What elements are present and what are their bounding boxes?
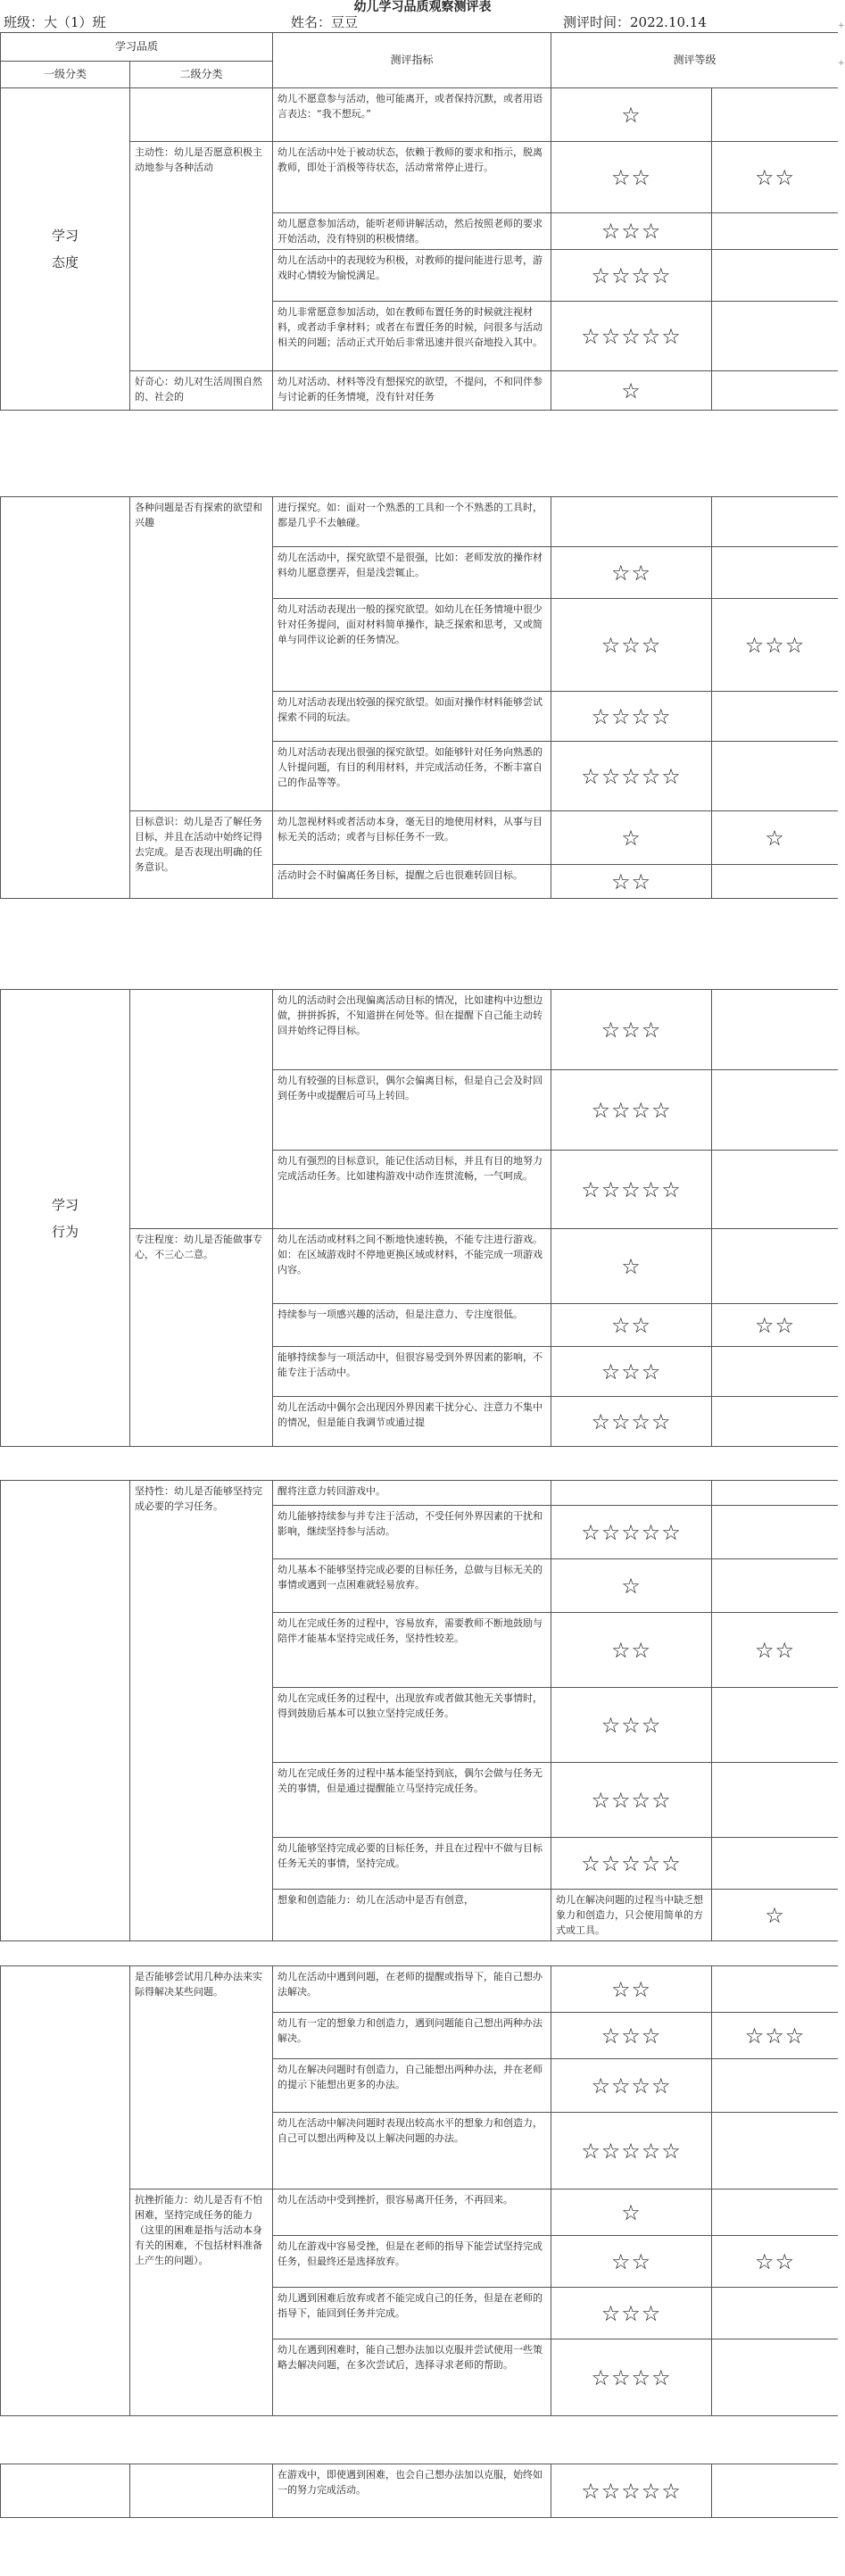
indicator-cell: 幼儿愿意参加活动，能听老师讲解活动，然后按照老师的要求开始活动，没有特别的积极情绪。 (273, 213, 551, 250)
selected-grade-cell: ☆☆☆ (712, 2013, 839, 2059)
indicator-cell: 幼儿对活动、材料等没有想探究的欲望，不提问，不和同伴参与讨论新的任务情境，没有针对任务 (273, 371, 551, 411)
page-block (0, 87, 838, 411)
star-rating-cell: ☆☆☆ (551, 1347, 712, 1397)
indicator-cell: 幼儿在活动中处于被动状态，依赖于教师的要求和指示，脱离教师，即处于消极等待状态，活动常常停止进行。 (273, 142, 551, 213)
star-rating-cell: ☆☆ (551, 1966, 712, 2013)
indicator-cell: 幼儿对活动表现出较强的探究欲望。如面对操作材料能够尝试探索不同的玩法。 (273, 692, 551, 742)
selected-grade-cell (712, 88, 839, 142)
level2-category-cell: 坚持性：幼儿是否能够坚持完成必要的学习任务。 (130, 1481, 273, 1941)
level1-category-cell (1, 1481, 130, 1941)
star-rating-cell: ☆☆☆☆ (551, 1070, 712, 1151)
indicator-cell: 幼儿在完成任务的过程中，出现放弃或者做其他无关事情时，得到鼓励后基本可以独立坚持完成任务。 (273, 1688, 551, 1763)
assessment-table (0, 1480, 838, 1941)
assessment-table (0, 1965, 838, 2416)
indicator-cell: 幼儿有强烈的目标意识，能记住活动目标，并且有目的地努力完成活动任务。比如建构游戏中动作连贯流畅，一气呵成。 (273, 1151, 551, 1229)
indicator-cell: 进行探究。如：面对一个熟悉的工具和一个不熟悉的工具时，都是几乎不去触碰。 (273, 497, 551, 547)
level2-category-cell: 好奇心：幼儿对生活周围自然的、社会的 (130, 371, 273, 411)
page-block (0, 2464, 838, 2518)
star-rating-cell: ☆☆ (551, 1304, 712, 1347)
indicator-cell: 幼儿在活动中遇到问题，在老师的提醒或指导下，能自己想办法解决。 (273, 1966, 551, 2013)
table-row (1, 1966, 839, 2013)
page-block (0, 1965, 838, 2416)
selected-grade-cell: ☆ (712, 811, 839, 865)
level2-category-cell: 各种问题是否有探索的欲望和兴趣 (130, 497, 273, 811)
selected-grade-cell (712, 1151, 839, 1229)
page-block (0, 1480, 838, 1941)
level2-category-cell: 想象和创造能力：幼儿在活动中是否有创意， (273, 1890, 551, 1941)
selected-grade-cell (712, 1966, 839, 2013)
indicator-cell: 幼儿有较强的目标意识，偶尔会偏离目标，但是自己会及时回到任务中或提醒后可马上转回。 (273, 1070, 551, 1151)
assessment-table (0, 496, 838, 899)
document-title: 幼儿学习品质观察测评表 (353, 0, 492, 14)
star-rating-cell: ☆☆☆☆☆ (551, 1506, 712, 1559)
star-rating-cell: ☆☆☆☆ (551, 2059, 712, 2113)
table-row (1, 497, 839, 547)
header-block (0, 32, 838, 88)
indicator-cell: 幼儿对活动表现出一般的探究欲望。如幼儿在任务情境中很少针对任务提问，面对材料简单操作，缺乏探索和思考，又或简单与同伴议论新的任务情况。 (273, 599, 551, 692)
level1-category-cell (1, 1966, 130, 2416)
star-rating-cell: ☆☆☆ (551, 990, 712, 1070)
indicator-cell: 幼儿对活动表现出很强的探究欲望。如能够针对任务向熟悉的人针提问题，有目的利用材料，并完成活动任务，不断丰富自己的作品等等。 (273, 742, 551, 811)
selected-grade-cell (712, 2464, 839, 2518)
selected-grade-cell (712, 547, 839, 599)
star-rating-cell: ☆☆ (551, 142, 712, 213)
level2-category-cell: 目标意识：幼儿是否了解任务目标，并且在活动中始终记得去完成。是否表现出明确的任务意识。 (130, 811, 273, 899)
page-block (0, 989, 838, 1447)
indicator-cell: 幼儿在完成任务的过程中，容易放弃，需要教师不断地鼓励与陪伴才能基本坚持完成任务，坚持性较差。 (273, 1613, 551, 1688)
margin-mark-1: + (838, 21, 845, 30)
indicator-cell: 幼儿遇到困难后放弃或者不能完成自己的任务，但是在老师的指导下，能回到任务并完成。 (273, 2288, 551, 2339)
star-rating-cell: ☆ (551, 371, 712, 411)
indicator-cell: 幼儿在遇到困难时，能自己想办法加以克服并尝试使用一些策略去解决问题，在多次尝试后，选择寻求老师的帮助。 (273, 2339, 551, 2416)
selected-grade-cell: ☆☆☆ (712, 599, 839, 692)
star-rating-cell: ☆☆ (551, 865, 712, 899)
selected-grade-cell: ☆☆ (712, 1613, 839, 1688)
indicator-cell: 幼儿在活动中，探究欲望不是很强，比如：老师发放的操作材料幼儿愿意摆弄，但是浅尝辄止。 (273, 547, 551, 599)
page-block (0, 496, 838, 899)
header-table (0, 32, 838, 88)
star-rating-cell: ☆☆☆ (551, 2288, 712, 2339)
star-rating-cell: ☆☆☆☆☆ (551, 742, 712, 811)
selected-grade-cell (712, 1763, 839, 1838)
margin-mark-2: + (838, 59, 845, 68)
indicator-cell: 幼儿在活动中偶尔会出现因外界因素干扰分心、注意力不集中的情况，但是能自我调节或通过提 (273, 1397, 551, 1447)
selected-grade-cell (712, 1070, 839, 1151)
star-rating-cell: ☆ (551, 2190, 712, 2236)
star-rating-cell: ☆☆☆☆ (551, 1397, 712, 1447)
header-grade-cell: 测评等级 (551, 33, 838, 88)
selected-grade-cell (712, 497, 839, 547)
level2-category-cell (130, 88, 273, 142)
selected-grade-cell (712, 1506, 839, 1559)
selected-grade-cell (712, 2339, 839, 2416)
indicator-cell: 幼儿基本不能够坚持完成必要的目标任务，总做与目标无关的事情或遇到一点困难就轻易放弃。 (273, 1559, 551, 1613)
indicator-cell: 幼儿在完成任务的过程中基本能坚持到底，偶尔会做与任务无关的事情，但是通过提醒能立马坚持完成任务。 (273, 1763, 551, 1838)
indicator-cell: 在游戏中，即使遇到困难，也会自己想办法加以克服，始终如一的努力完成活动。 (273, 2464, 551, 2518)
indicator-cell: 幼儿忽视材料或者活动本身，毫无目的地使用材料，从事与目标无关的活动；或者与目标任务不一致。 (273, 811, 551, 865)
star-rating-cell: ☆ (551, 811, 712, 865)
star-rating-cell (551, 497, 712, 547)
selected-grade-cell (712, 1688, 839, 1763)
star-rating-cell: ☆☆☆☆☆ (551, 1151, 712, 1229)
star-rating-cell: ☆☆ (551, 2236, 712, 2288)
selected-grade-cell (712, 1347, 839, 1397)
class-label: 班级：大（1）班 (4, 14, 106, 30)
level1-category-cell: 学习态度 (1, 88, 130, 411)
selected-grade-cell (712, 1481, 839, 1506)
star-rating-cell: ☆☆☆☆ (551, 1763, 712, 1838)
star-rating-cell (551, 1481, 712, 1506)
star-rating-cell: ☆ (551, 1559, 712, 1613)
level2-category-cell (130, 2464, 273, 2518)
indicator-cell: 能够持续参与一项活动中，但很容易受到外界因素的影响，不能专注于活动中。 (273, 1347, 551, 1397)
selected-grade-cell (712, 742, 839, 811)
star-rating-cell: ☆☆☆☆ (551, 2339, 712, 2416)
indicator-cell: 幼儿在解决问题时有创造力，自己能想出两种办法，并在老师的提示下能想出更多的办法。 (273, 2059, 551, 2113)
selected-grade-cell (712, 1838, 839, 1890)
selected-grade-cell: ☆☆ (712, 2236, 839, 2288)
table-row (1, 2464, 839, 2518)
selected-grade-cell (712, 2059, 839, 2113)
selected-grade-cell (712, 990, 839, 1070)
child-name-label: 姓名：豆豆 (291, 14, 359, 30)
header-level1-cell: 一级分类 (1, 62, 130, 88)
header-indicator-cell: 测评指标 (273, 33, 551, 88)
table-row (1, 1481, 839, 1506)
level2-category-cell: 是否能够尝试用几种办法来实际得解决某些问题。 (130, 1966, 273, 2190)
indicator-cell: 幼儿在活动中受到挫折，很容易离开任务，不再回来。 (273, 2190, 551, 2236)
selected-grade-cell (712, 1397, 839, 1447)
level1-category-cell (1, 2464, 130, 2518)
selected-grade-cell: ☆☆ (712, 142, 839, 213)
indicator-cell: 幼儿在活动中的表现较为积极，对教师的提问能进行思考，游戏时心情较为愉悦满足。 (273, 250, 551, 302)
indicator-cell: 幼儿在活动中解决问题时表现出较高水平的想象力和创造力，自己可以想出两种及以上解决问题的办法。 (273, 2113, 551, 2190)
star-rating-cell: ☆☆☆ (551, 213, 712, 250)
header-level2-cell: 二级分类 (130, 62, 273, 88)
indicator-cell: 幼儿在活动或材料之间不断地快速转换，不能专注进行游戏。如：在区域游戏时不停地更换区域或材料，不能完成一项游戏内容。 (273, 1229, 551, 1304)
assessment-table (0, 2464, 838, 2518)
assessment-table (0, 87, 838, 411)
table-row (1, 88, 839, 142)
star-rating-cell: ☆ (551, 88, 712, 142)
selected-grade-cell (712, 865, 839, 899)
star-rating-cell: ☆☆☆ (551, 2013, 712, 2059)
level1-category-cell (1, 497, 130, 899)
selected-grade-cell (712, 2190, 839, 2236)
selected-grade-cell (712, 2113, 839, 2190)
star-rating-cell: ☆☆ (551, 547, 712, 599)
selected-grade-cell (712, 302, 839, 371)
indicator-cell: 幼儿在解决问题的过程当中缺乏想象力和创造力，只会使用简单的方式或工具。 (551, 1890, 712, 1941)
selected-grade-cell: ☆☆ (712, 1304, 839, 1347)
indicator-cell: 幼儿能够持续参与并专注于活动，不受任何外界因素的干扰和影响，继续坚持参与活动。 (273, 1506, 551, 1559)
indicator-cell: 醒将注意力转回游戏中。 (273, 1481, 551, 1506)
selected-grade-cell (712, 250, 839, 302)
star-rating-cell: ☆ (712, 1890, 839, 1941)
star-rating-cell: ☆☆☆☆☆ (551, 2464, 712, 2518)
table-row (1, 990, 839, 1070)
indicator-cell: 幼儿在游戏中容易受挫，但是在老师的指导下能尝试坚持完成任务，但最终还是选择放弃。 (273, 2236, 551, 2288)
selected-grade-cell (712, 1559, 839, 1613)
star-rating-cell: ☆☆☆ (551, 599, 712, 692)
star-rating-cell: ☆☆☆☆ (551, 250, 712, 302)
star-rating-cell: ☆☆☆☆☆ (551, 2113, 712, 2190)
selected-grade-cell (712, 2288, 839, 2339)
star-rating-cell: ☆ (551, 1229, 712, 1304)
indicator-cell: 幼儿的活动时会出现偏离活动目标的情况，比如建构中边想边做，拼拼拆拆，不知道拼在何处等。但在提醒下自己能主动转回并始终记得目标。 (273, 990, 551, 1070)
assessment-table (0, 989, 838, 1447)
star-rating-cell: ☆☆ (551, 1613, 712, 1688)
level2-category-cell: 专注程度：幼儿是否能做事专心，不三心二意。 (130, 1229, 273, 1447)
header-group-cell: 学习品质 (1, 33, 273, 62)
indicator-cell: 幼儿有一定的想象力和创造力，遇到问题能自己想出两种办法解决。 (273, 2013, 551, 2059)
evaluation-date-label: 测评时间：2022.10.14 (563, 14, 707, 30)
star-rating-cell: ☆☆☆☆ (551, 692, 712, 742)
selected-grade-cell (712, 371, 839, 411)
selected-grade-cell (712, 692, 839, 742)
indicator-cell: 幼儿不愿意参与活动，他可能离开，或者保持沉默，或者用语言表达：“我不想玩。” (273, 88, 551, 142)
level2-category-cell (130, 990, 273, 1229)
indicator-cell: 幼儿非常愿意参加活动，如在教师布置任务的时候就注视材料，或者动手拿材料；或者在布置任务的时候，问很多与活动相关的问题；活动正式开始后非常迅速并很兴奋地投入其中。 (273, 302, 551, 371)
star-rating-cell: ☆☆☆☆☆ (551, 1838, 712, 1890)
level2-category-cell: 抗挫折能力：幼儿是否有不怕困难，坚持完成任务的能力（这里的困难是指与活动本身有关的困难，不包括材料准备上产生的问题）。 (130, 2190, 273, 2416)
indicator-cell: 活动时会不时偏离任务目标，提醒之后也很难转回目标。 (273, 865, 551, 899)
star-rating-cell: ☆☆☆ (551, 1688, 712, 1763)
selected-grade-cell (712, 213, 839, 250)
level1-category-cell: 学习行为 (1, 990, 130, 1447)
level2-category-cell: 主动性：幼儿是否愿意积极主动地参与各种活动 (130, 142, 273, 371)
star-rating-cell: ☆☆☆☆☆ (551, 302, 712, 371)
indicator-cell: 持续参与一项感兴趣的活动，但是注意力、专注度很低。 (273, 1304, 551, 1347)
indicator-cell: 幼儿能够坚持完成必要的目标任务，并且在过程中不做与目标任务无关的事情，坚持完成。 (273, 1838, 551, 1890)
selected-grade-cell (712, 1229, 839, 1304)
